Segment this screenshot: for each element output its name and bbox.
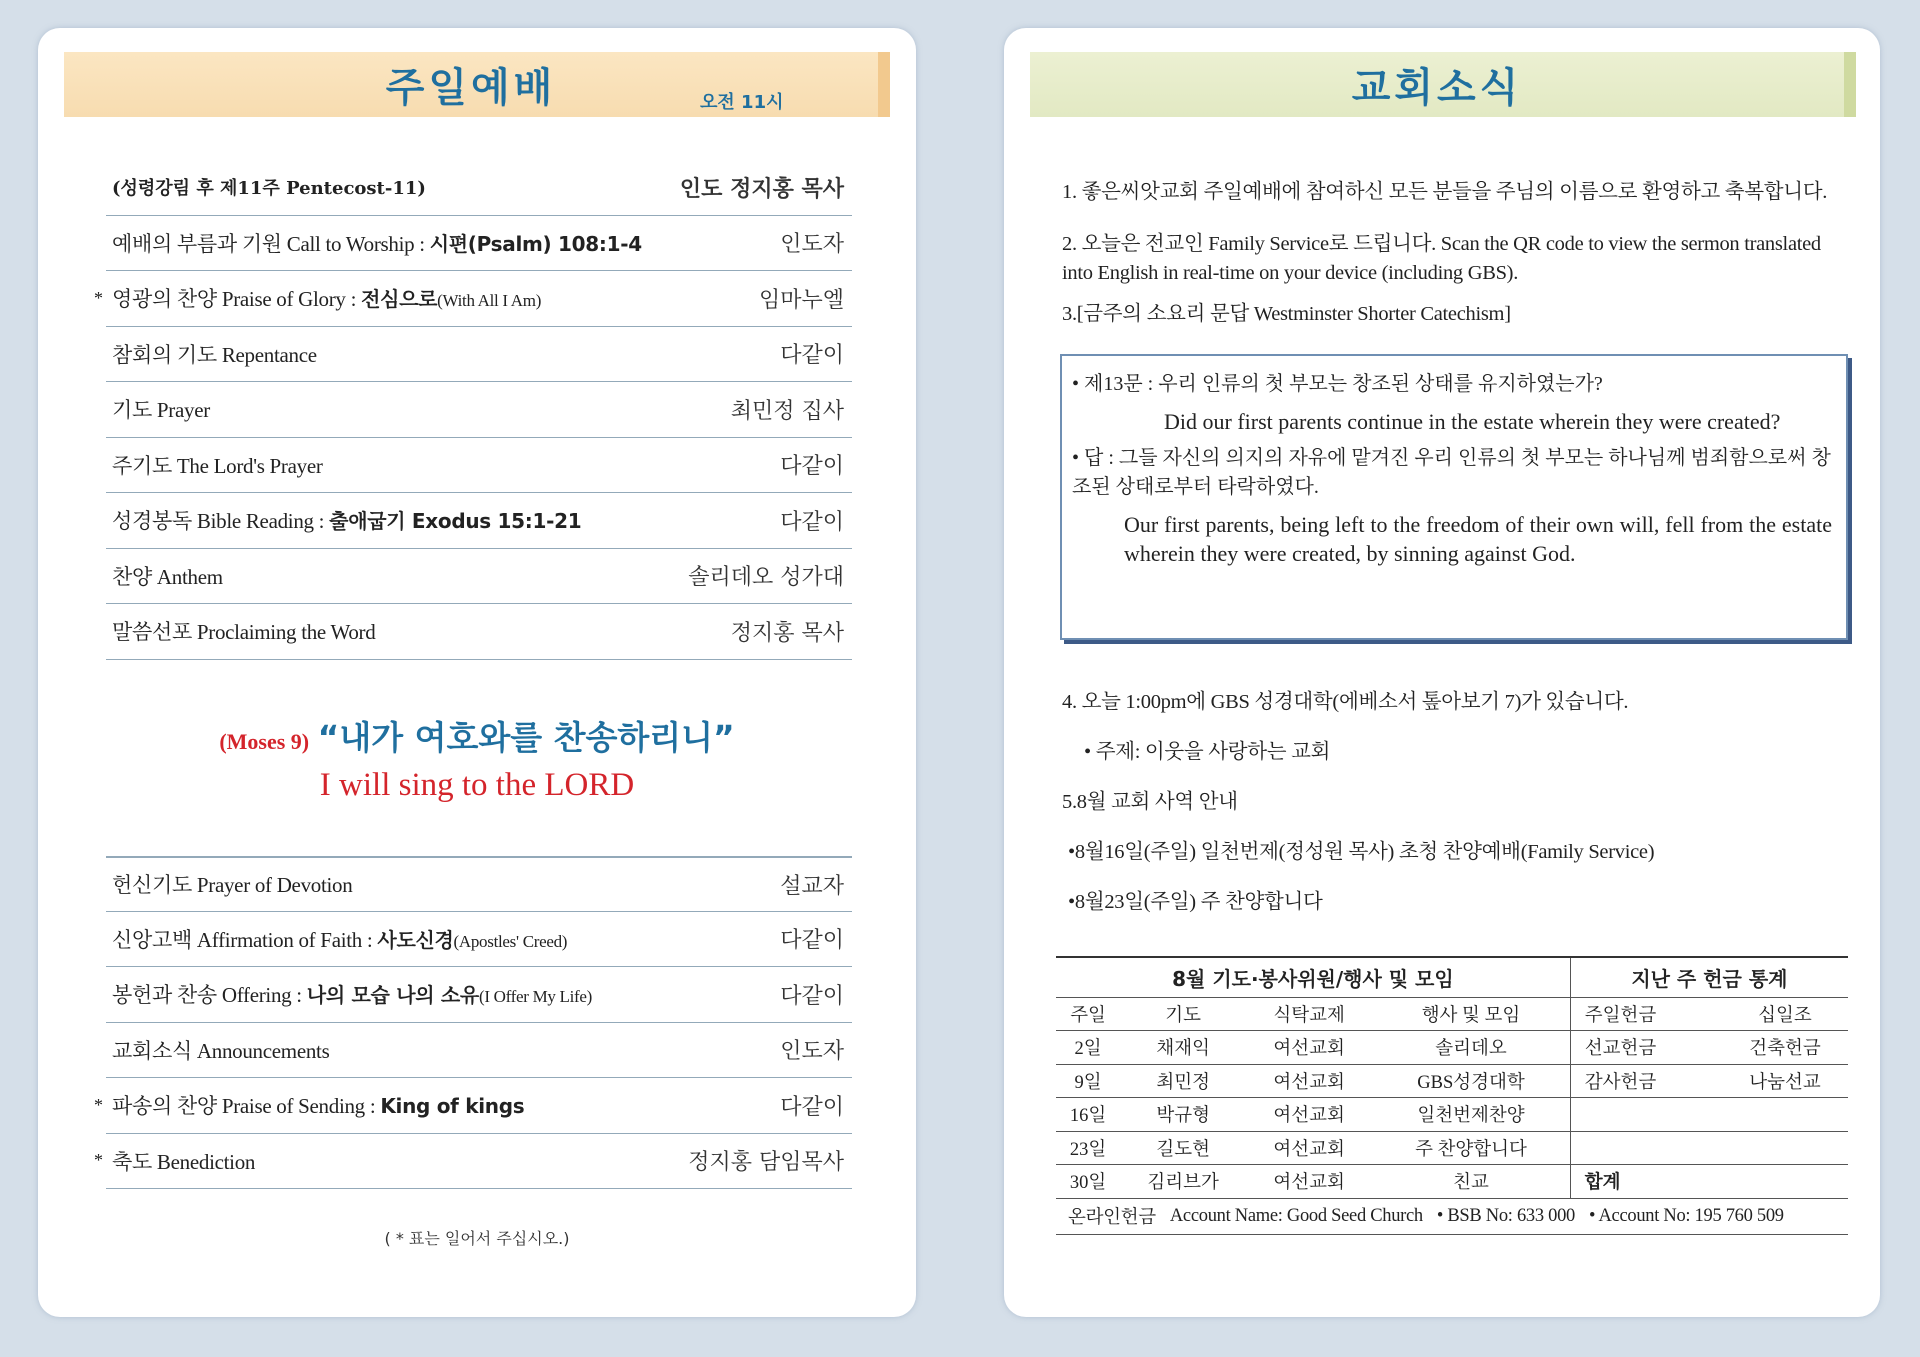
order-row: [106, 856, 852, 912]
news-item-2: 2. 오늘은 전교인 Family Service로 드립니다. Scan the QR code to view the sermon translated into English in real-time on your device (including GBS).: [1062, 233, 1821, 284]
order-item-label: [112, 869, 352, 899]
offering-cell: [1722, 1165, 1848, 1199]
order-item-text: 신앙고백 Affirmation of Faith :: [112, 927, 378, 952]
season-row: [106, 160, 852, 216]
order-item-label: [112, 450, 323, 480]
order-item-person: 정지홍 목사: [730, 620, 844, 646]
table-row: [1056, 997, 1848, 1031]
sermon-title-en: I will sing to the LORD: [319, 767, 635, 803]
catechism-question-ko: • 제13문 : 우리 인류의 첫 부모는 창조된 상태를 유지하였는가?: [1072, 373, 1603, 395]
table-cell: 채재익: [1156, 1039, 1210, 1060]
order-item-label: [112, 505, 581, 535]
order-item-person: 임마누엘: [758, 287, 844, 313]
table-cell: 행사 및 모임: [1421, 1005, 1521, 1026]
order-row: [106, 216, 852, 272]
order-item-title: 사도신경: [377, 927, 454, 952]
order-row: [106, 549, 852, 605]
table-cell: 친교: [1453, 1173, 1489, 1194]
stand-marker: *: [94, 1150, 103, 1171]
order-item-text: 찬양 Anthem: [112, 564, 223, 589]
offering-cell: 주일헌금: [1570, 997, 1722, 1031]
offering-cell: [1570, 1131, 1722, 1165]
offering-cell: [1722, 1131, 1848, 1165]
order-item-person: 인도자: [780, 1039, 844, 1065]
order-item-text: 기도 Prayer: [112, 398, 210, 423]
offering-cell: 선교헌금: [1570, 1031, 1722, 1065]
table-cell: 솔리데오: [1435, 1039, 1507, 1060]
order-item-text: 주기도 The Lord's Prayer: [112, 453, 323, 478]
sermon-title-ko: “내가 여호와를 찬송하리니”: [317, 718, 735, 757]
order-item-label: [112, 283, 541, 313]
table-cell: 여선교회: [1273, 1106, 1345, 1127]
order-item-label: [112, 979, 592, 1009]
order-row: [94, 271, 852, 327]
order-row: [106, 1023, 852, 1079]
order-item-label: [112, 1090, 524, 1120]
order-item-extra: (With All I Am): [437, 291, 542, 311]
order-item-person: 설교자: [780, 873, 844, 899]
order-item-person: 최민정 집사: [730, 398, 844, 424]
catechism-answer-ko: • 답 : 그들 자신의 의지의 자유에 맡겨진 우리 인류의 첫 부모는 하나님께 범죄함으로써 창조된 상태로부터 타락하였다.: [1072, 447, 1831, 498]
table-row: [1056, 1131, 1848, 1165]
order-item-extra: (I Offer My Life): [478, 987, 593, 1007]
news-item-1: 1. 좋은씨앗교회 주일예배에 참여하신 모든 분들을 주님의 이름으로 환영하고 축복합니다.: [1062, 181, 1828, 203]
offering-cell: 십일조: [1758, 1005, 1812, 1026]
table-cell: GBS성경대학: [1417, 1072, 1525, 1093]
order-item-person: 다같이: [780, 454, 844, 480]
order-item-label: [112, 339, 317, 369]
offering-cell: 나눔선교: [1749, 1072, 1821, 1093]
order-row: [106, 382, 852, 438]
schedule-header: 8월 기도·봉사위원/행사 및 모임: [1172, 966, 1454, 991]
order-item-text: 축도 Benediction: [112, 1149, 256, 1174]
table-row: [1056, 1031, 1848, 1065]
order-item-person: 다같이: [780, 343, 844, 369]
table-row: [1056, 1098, 1848, 1132]
schedule-table: [1056, 956, 1848, 1199]
order-item-title: 출애굽기 Exodus 15:1-21: [329, 509, 582, 534]
news-item-5: 5.8월 교회 사역 안내: [1062, 791, 1238, 813]
order-list-bottom: [94, 856, 852, 1189]
stand-marker: *: [94, 1094, 103, 1115]
worship-time: 오전 11시: [700, 92, 784, 113]
order-item-text: 참회의 기도 Repentance: [112, 342, 317, 367]
online-account-name: Account Name: Good Seed Church: [1169, 1205, 1423, 1226]
table-cell: 최민정: [1156, 1072, 1210, 1093]
order-item-person: 인도자: [780, 232, 844, 258]
order-item-text: 예배의 부름과 기원 Call to Worship :: [112, 231, 430, 256]
news-item-3: 3.[금주의 소요리 문답 Westminster Shorter Catechism]: [1062, 303, 1511, 325]
table-cell: 23일: [1069, 1139, 1107, 1160]
order-item-title: 시편(Psalm) 108:1-4: [429, 231, 642, 256]
order-row: [106, 604, 852, 660]
order-item-label: [112, 616, 375, 646]
order-item-title: 나의 모습 나의 소유: [306, 983, 479, 1008]
table-cell: 기도: [1165, 1005, 1202, 1026]
order-item-person: 다같이: [780, 928, 844, 954]
table-cell: 30일: [1069, 1173, 1107, 1194]
table-cell: 9일: [1074, 1072, 1102, 1093]
order-row: [106, 327, 852, 383]
offering-cell: 건축헌금: [1749, 1039, 1821, 1060]
offering-cell: [1722, 1098, 1848, 1132]
worship-banner: [64, 52, 890, 117]
table-cell: 여선교회: [1273, 1072, 1345, 1093]
order-row: [94, 1134, 852, 1190]
order-list-top: [94, 160, 852, 660]
table-cell: 박규형: [1156, 1106, 1210, 1127]
schedule-table-wrap: [1056, 956, 1848, 1235]
news-item-5-a: •8월16일(주일) 일천번제(정성원 목사) 초청 찬양예배(Family Service): [1068, 841, 1655, 863]
order-item-title: King of kings: [380, 1094, 525, 1119]
order-item-text: 교회소식 Announcements: [112, 1038, 330, 1063]
online-label: 온라인헌금: [1068, 1208, 1156, 1228]
sermon-block: [38, 712, 916, 804]
table-cell: 2일: [1074, 1039, 1102, 1060]
order-item-label: [112, 924, 567, 954]
offering-cell: 합계: [1570, 1165, 1722, 1199]
order-item-text: 봉헌과 찬송 Offering :: [112, 983, 307, 1008]
online-account-no: • Account No: 195 760 509: [1589, 1205, 1784, 1226]
leader-label: 인도 정지홍 목사: [679, 176, 844, 202]
order-item-label: [112, 561, 223, 591]
table-cell: 주 찬양합니다: [1415, 1139, 1527, 1160]
news-item-4: 4. 오늘 1:00pm에 GBS 성경대학(에베소서 톺아보기 7)가 있습니다.: [1062, 691, 1629, 713]
order-item-person: 다같이: [780, 1094, 844, 1120]
catechism-answer-en: Our first parents, being left to the freedom of their own will, fell from the estate wherein they were created, by sinning against God.: [1124, 512, 1832, 566]
order-item-person: 정지홍 담임목사: [688, 1150, 844, 1176]
news-banner: [1030, 52, 1856, 117]
order-row: [94, 1078, 852, 1134]
order-item-text: 성경봉독 Bible Reading :: [112, 509, 330, 534]
online-bsb: • BSB No: 633 000: [1436, 1205, 1575, 1226]
table-cell: 김리브가: [1147, 1173, 1219, 1194]
order-item-label: [112, 228, 642, 258]
table-row: [1056, 1165, 1848, 1199]
order-item-extra: (Apostles' Creed): [453, 931, 568, 951]
worship-order-panel: [38, 28, 916, 1317]
order-row: [106, 912, 852, 968]
table-cell: 16일: [1069, 1106, 1107, 1127]
table-cell: 여선교회: [1273, 1173, 1345, 1194]
order-row: [106, 493, 852, 549]
order-item-text: 말씀선포 Proclaiming the Word: [112, 620, 376, 645]
catechism-box: [1060, 354, 1848, 640]
order-item-text: 파송의 찬양 Praise of Sending :: [112, 1094, 381, 1119]
offering-cell: [1570, 1098, 1722, 1132]
order-item-text: 헌신기도 Prayer of Devotion: [112, 873, 353, 898]
order-item-label: [112, 394, 210, 424]
table-row: [1056, 1064, 1848, 1098]
table-cell: 여선교회: [1273, 1039, 1345, 1060]
standing-note: ( * 표는 일어서 주십시오.): [384, 1229, 570, 1248]
news-title: 교회소식: [1351, 65, 1523, 111]
order-item-label: [112, 1035, 329, 1065]
order-item-person: 솔리데오 성가대: [688, 565, 844, 591]
news-item-4-sub: • 주제: 이웃을 사랑하는 교회: [1084, 741, 1331, 763]
order-row: [106, 438, 852, 494]
offering-header: 지난 주 헌금 통계: [1570, 957, 1848, 997]
order-item-title: 전심으로: [361, 287, 438, 312]
online-offering-row: [1056, 1199, 1848, 1235]
sermon-ref: (Moses 9): [219, 729, 310, 754]
catechism-question-en: Did our first parents continue in the estate wherein they were created?: [1164, 409, 1781, 434]
table-cell: 여선교회: [1273, 1139, 1345, 1160]
offering-cell: 감사헌금: [1570, 1064, 1722, 1098]
order-row: [106, 967, 852, 1023]
worship-title: 주일예배: [385, 65, 557, 111]
order-item-text: 영광의 찬양 Praise of Glory :: [112, 287, 362, 312]
order-item-label: [112, 1146, 255, 1176]
table-cell: 식탁교제: [1273, 1005, 1345, 1026]
stand-marker: *: [94, 287, 103, 308]
order-item-person: 다같이: [780, 509, 844, 535]
table-cell: 길도현: [1156, 1139, 1210, 1160]
table-cell: 일천번제찬양: [1417, 1106, 1525, 1127]
order-item-person: 다같이: [780, 983, 844, 1009]
season-label: (성령강림 후 제11주 Pentecost-11): [112, 178, 426, 200]
news-panel: [1004, 28, 1880, 1317]
table-cell: 주일: [1070, 1005, 1106, 1026]
news-item-5-b: •8월23일(주일) 주 찬양합니다: [1068, 891, 1323, 913]
